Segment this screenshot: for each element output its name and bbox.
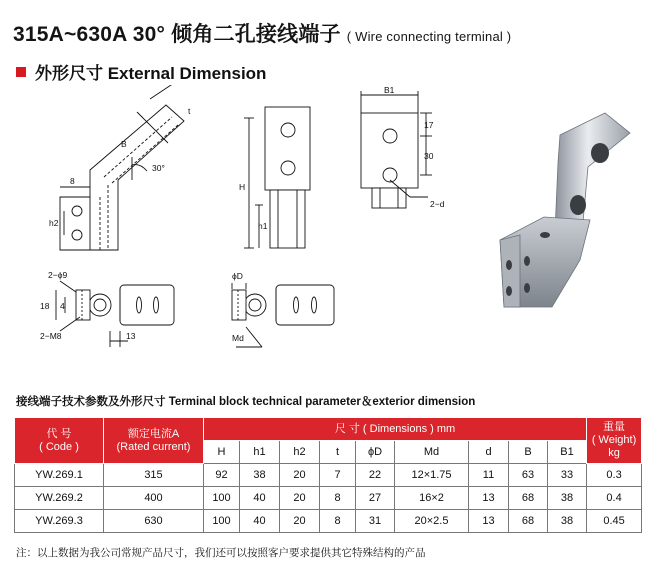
top-view-drawing (361, 91, 432, 208)
table-row: YW.269.2 400 100 40 20 8 27 16×2 13 68 38 0.4 (15, 487, 642, 510)
col-h1: h1 (240, 441, 280, 464)
label-17: 17 (424, 120, 434, 130)
col-b: B (509, 441, 548, 464)
label-8: 8 (70, 176, 75, 186)
col-h2: h2 (280, 441, 320, 464)
label-t: t (188, 106, 191, 116)
label-30: 30 (424, 151, 434, 161)
col-code: 代 号 ( Code ) (15, 418, 104, 464)
label-b1: B1 (384, 85, 395, 95)
table-row: YW.269.1 315 92 38 20 7 22 12×1.75 11 63 33 0.3 (15, 464, 642, 487)
section-label: 外形尺寸 External Dimension (35, 64, 267, 83)
label-4: 4 (60, 301, 65, 311)
col-md: Md (395, 441, 469, 464)
label-2d: 2−d (430, 199, 445, 209)
col-b1: B1 (548, 441, 587, 464)
section-heading (16, 59, 266, 84)
label-md: Md (232, 333, 244, 343)
label-2m8: 2−M8 (40, 331, 62, 341)
label-2phi9: 2−ϕ9 (48, 270, 68, 280)
col-dimensions: 尺 寸 ( Dimensions ) mm (204, 418, 587, 441)
section-marker-icon (16, 67, 26, 77)
title-english: ( Wire connecting terminal ) (346, 29, 512, 44)
label-13: 13 (126, 331, 136, 341)
label-b: B (121, 139, 127, 149)
col-rated: 额定电流A (Rated current) (104, 418, 204, 464)
page-title (13, 18, 511, 48)
bottom-right-drawing (232, 283, 334, 347)
label-18: 18 (40, 301, 50, 311)
col-phid: ϕD (356, 441, 395, 464)
label-phid: ϕD (232, 271, 243, 281)
col-d: d (469, 441, 509, 464)
title-text: 315A~630A 30° 倾角二孔接线端子 (13, 23, 341, 46)
col-weight: 重量 ( Weight) kg (587, 418, 642, 464)
bottom-left-drawing (56, 281, 174, 347)
table-row: YW.269.3 630 100 40 20 8 31 20×2.5 13 68 38 0.45 (15, 510, 642, 533)
technical-drawing (0, 85, 660, 385)
label-h1: h1 (258, 221, 268, 231)
side-view-drawing (60, 85, 186, 250)
spec-table (14, 417, 642, 533)
table-caption: 接线端子技术参数及外形尺寸 Terminal block technical parameter＆exterior dimension (16, 396, 476, 408)
label-h2: h2 (49, 218, 59, 228)
label-h: H (239, 182, 246, 192)
footnote: 注：以上数据为我公司常规产品尺寸，我们还可以按照客户要求提供其它特殊结构的产品 (16, 547, 426, 559)
front-view-drawing (244, 107, 310, 248)
product-photo (500, 113, 630, 307)
label-angle: 30° (152, 163, 165, 173)
table-header-row (15, 418, 642, 441)
col-h: H (204, 441, 240, 464)
col-t: t (320, 441, 356, 464)
